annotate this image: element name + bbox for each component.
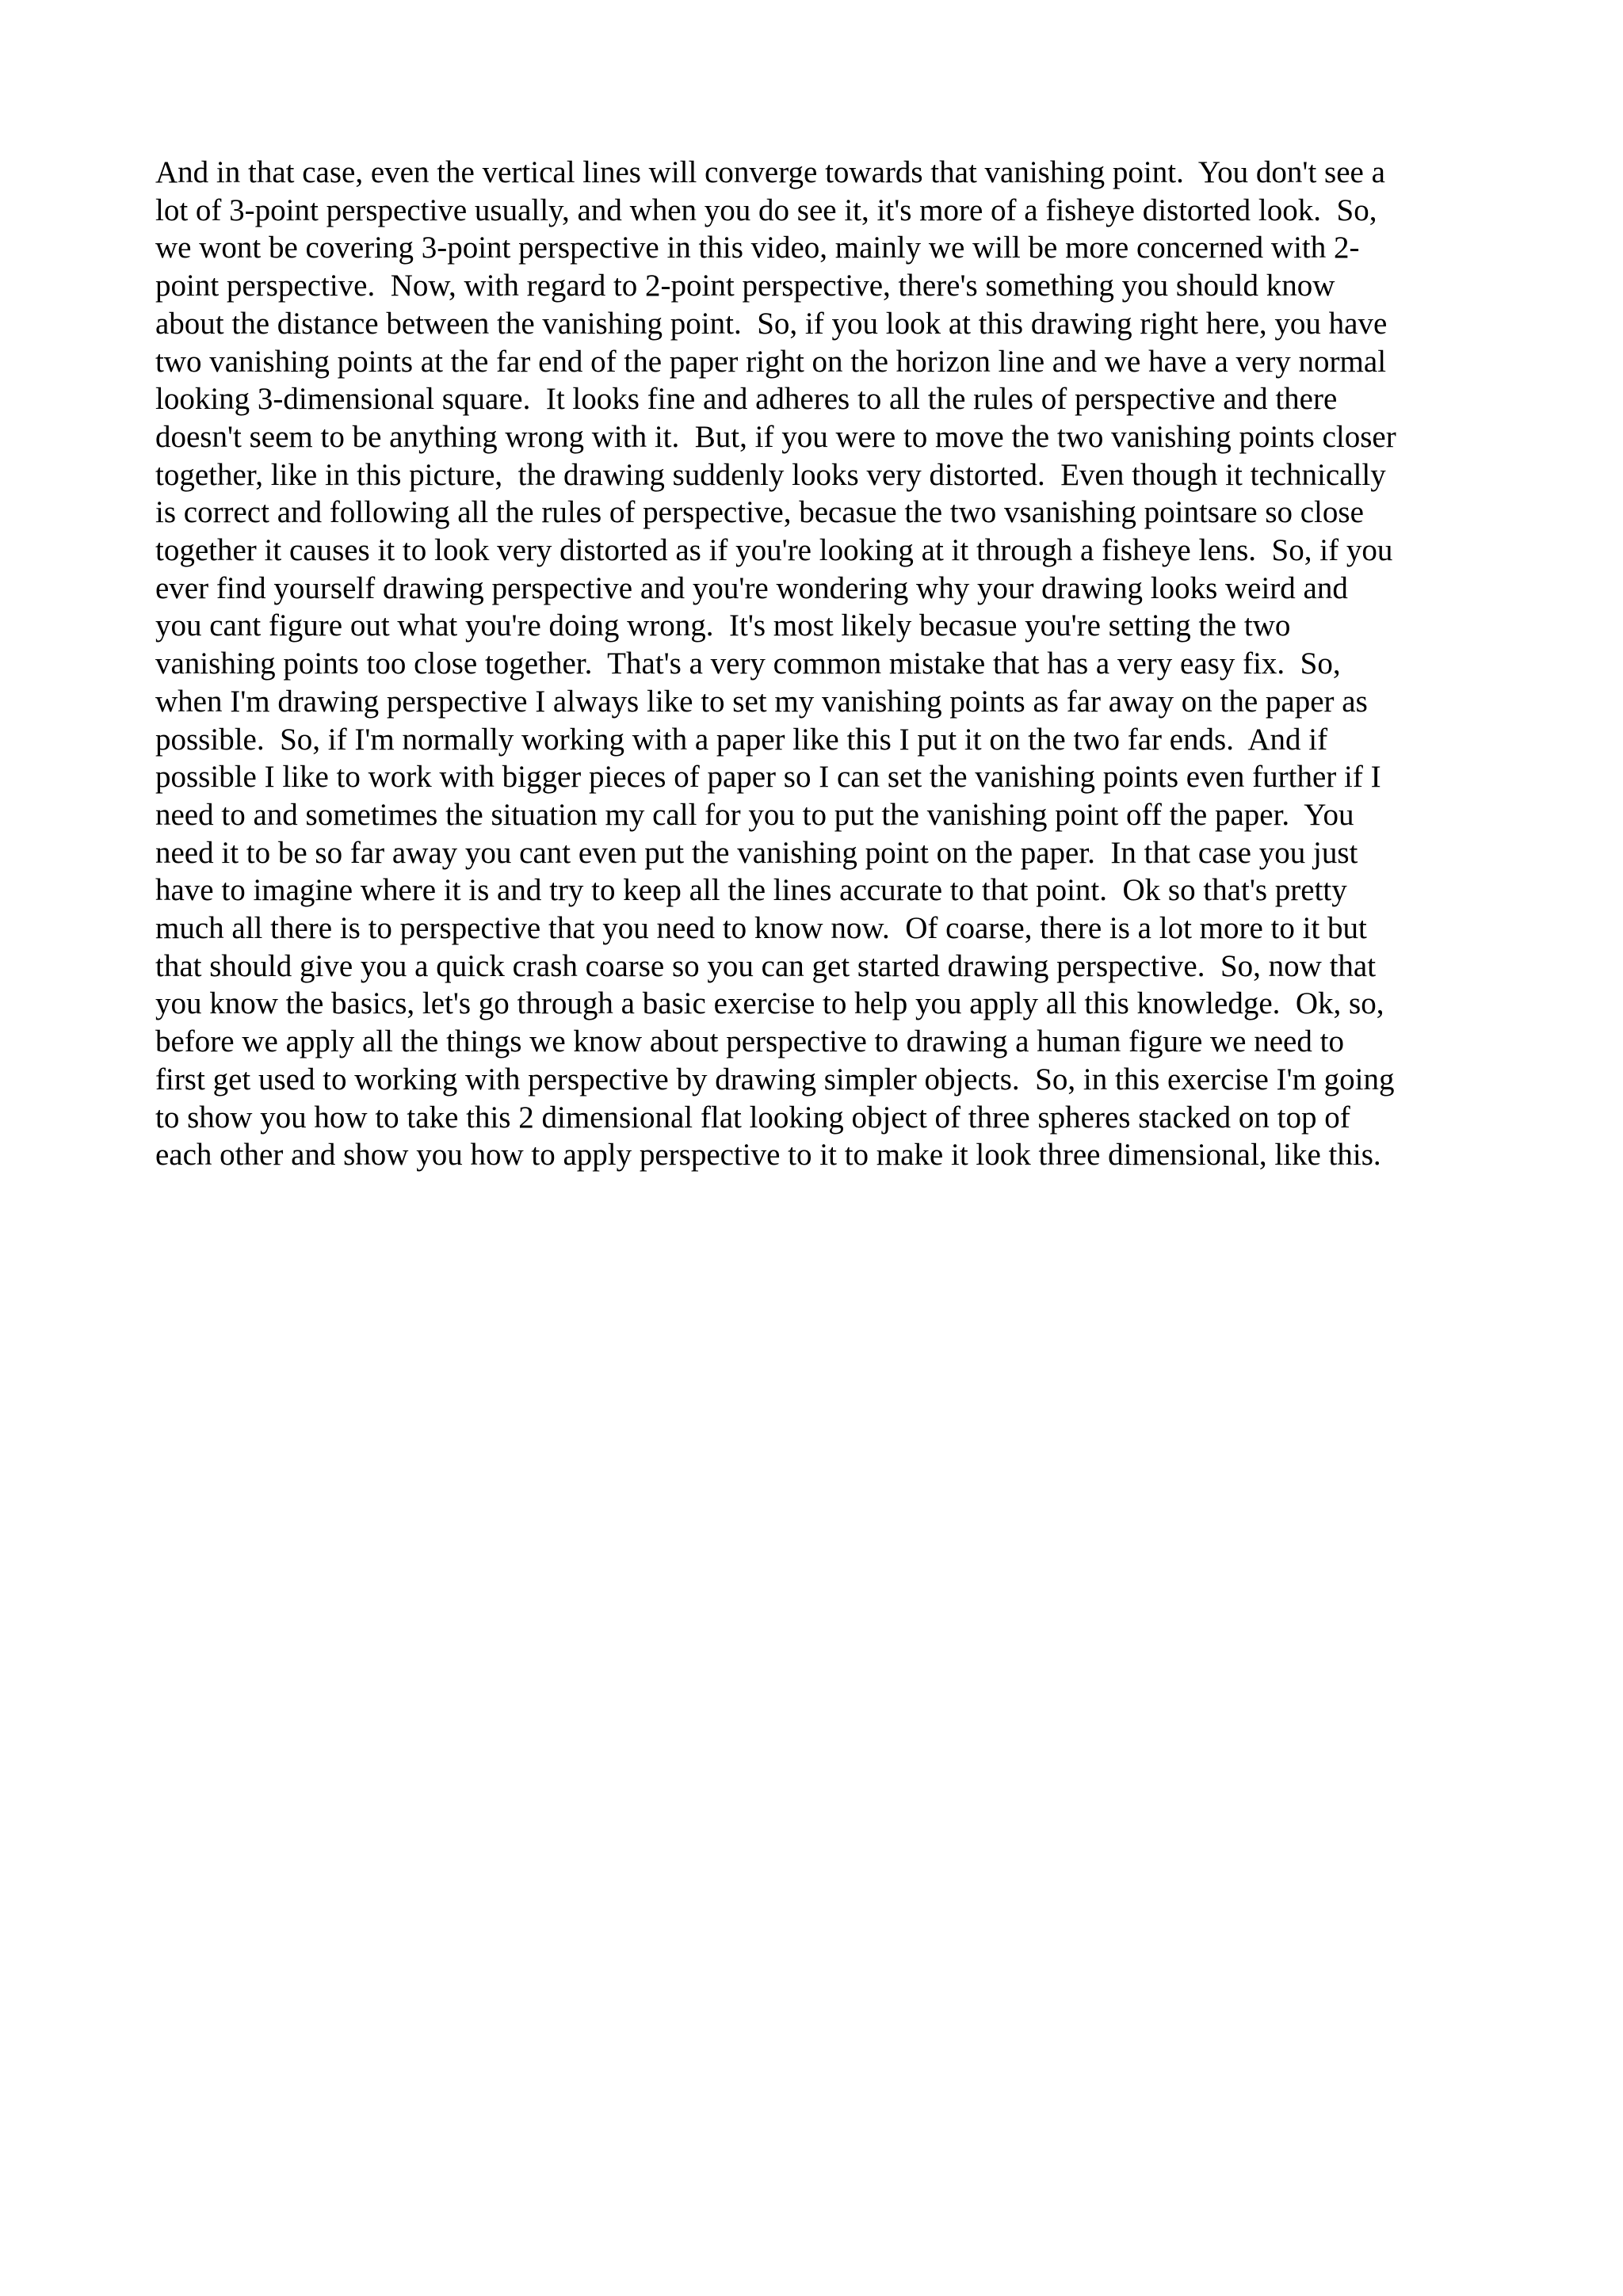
text-line: two vanishing points at the far end of the paper right on the horizon line and we have a very normal: [155, 344, 1387, 379]
text-line: need it to be so far away you cant even put the vanishing point on the paper. In that case you just: [155, 835, 1358, 870]
text-line: when I'm drawing perspective I always like to set my vanishing points as far away on the paper as: [155, 684, 1368, 719]
body-paragraph: [155, 154, 1487, 1174]
text-line: that should give you a quick crash coarse so you can get started drawing perspective. So, now that: [155, 948, 1377, 983]
text-line: possible I like to work with bigger pieces of paper so I can set the vanishing points even further if I: [155, 760, 1381, 795]
text-line: have to imagine where it is and try to keep all the lines accurate to that point. Ok so that's pretty: [155, 873, 1347, 908]
text-line: is correct and following all the rules of perspective, becasue the two vsanishing pointsare so close: [155, 495, 1364, 530]
text-line: each other and show you how to apply perspective to it to make it look three dimensional, like this.: [155, 1138, 1381, 1173]
text-line: to show you how to take this 2 dimensional flat looking object of three spheres stacked on top of: [155, 1100, 1350, 1135]
text-line: about the distance between the vanishing point. So, if you look at this drawing right here, you have: [155, 306, 1388, 341]
text-line: looking 3-dimensional square. It looks fine and adheres to all the rules of perspective and there: [155, 382, 1338, 417]
text-line: much all there is to perspective that you need to know now. Of coarse, there is a lot more to it but: [155, 911, 1367, 946]
text-line: together it causes it to look very distorted as if you're looking at it through a fisheye lens. So, if you: [155, 533, 1393, 568]
text-line: ever find yourself drawing perspective and you're wondering why your drawing looks weird and: [155, 570, 1348, 605]
text-line: need to and sometimes the situation my call for you to put the vanishing point off the paper. You: [155, 797, 1354, 832]
text-line: together, like in this picture, the drawing suddenly looks very distorted. Even though it technically: [155, 457, 1386, 492]
text-line: you know the basics, let's go through a basic exercise to help you apply all this knowledge. Ok, so,: [155, 986, 1384, 1021]
text-line: point perspective. Now, with regard to 2-point perspective, there's something you should know: [155, 269, 1335, 303]
text-line: we wont be covering 3-point perspective in this video, mainly we will be more concerned with 2-: [155, 231, 1360, 265]
text-line: possible. So, if I'm normally working with a paper like this I put it on the two far ends. And if: [155, 722, 1328, 757]
text-line: lot of 3-point perspective usually, and when you do see it, it's more of a fisheye distorted look. So,: [155, 193, 1377, 227]
text-line: you cant figure out what you're doing wrong. It's most likely becasue you're setting the two: [155, 608, 1291, 643]
text-line: doesn't seem to be anything wrong with it. But, if you were to move the two vanishing points closer: [155, 419, 1396, 454]
text-line: And in that case, even the vertical lines will converge towards that vanishing point. You don't see a: [155, 155, 1385, 189]
text-line: vanishing points too close together. That's a very common mistake that has a very easy fix. So,: [155, 646, 1341, 681]
text-line: before we apply all the things we know about perspective to drawing a human figure we need to: [155, 1024, 1344, 1059]
text-line: first get used to working with perspective by drawing simpler objects. So, in this exercise I'm going: [155, 1062, 1395, 1097]
